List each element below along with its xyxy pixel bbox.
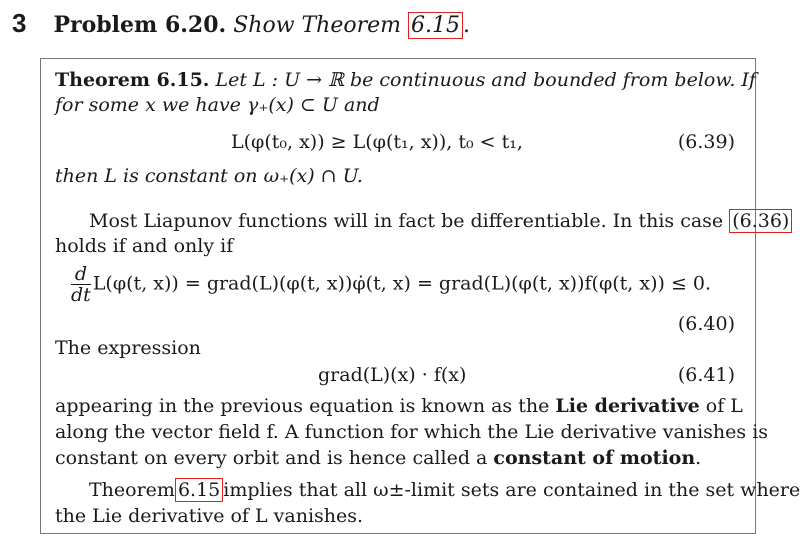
problem-header [12,8,470,39]
paragraph-3-text-c: constant on every orbit and is hence called a [55,447,488,469]
equation-link-6-36[interactable]: (6.36) [729,209,792,233]
paragraph-3-line-2: along the vector field f. A function for which the Lie derivative vanishes is [55,421,769,443]
paragraph-4-line-1 [89,479,800,501]
lie-derivative-term: Lie derivative [555,395,700,417]
theorem-box [40,58,800,534]
derivative-fraction [71,264,91,305]
equation-6-40-text: L(φ(t, x)) = grad(L)(φ(t, x))φ̇(t, x) = grad(L)(φ(t, x))f(φ(t, x)) ≤ 0. [92,272,712,295]
fraction-denominator: dt [71,284,91,306]
theorem-text-1: Let L : U → ℝ be continuous and bounded from below. If [215,69,756,91]
paragraph-1-line-2: holds if and only if [55,235,234,257]
constant-of-motion-term: constant of motion [493,447,696,469]
equation-6-40 [71,264,711,305]
paragraph-3-line-1 [55,395,743,417]
theorem-label: Theorem 6.15. [55,69,210,91]
paragraph-3-text-b: of L [705,395,743,417]
equation-number-6-40: (6.40) [677,313,735,335]
problem-text: Show Theorem [233,13,402,38]
section-number: 3 [12,8,27,38]
equation-number-6-39: (6.39) [677,131,735,153]
paragraph-4-text-b: implies that all ω±-limit sets are contained in the set where [223,479,800,501]
paragraph-4-text-a: Theorem [89,479,175,501]
paragraph-1-line-1 [89,210,792,232]
theorem-line-2: for some x we have γ₊(x) ⊂ U and [55,94,380,116]
fraction-numerator: d [71,264,91,285]
problem-label: Problem 6.20. [53,12,227,38]
problem-period: . [463,13,471,38]
equation-number-6-41: (6.41) [677,364,735,386]
equation-6-41: grad(L)(x) · f(x) [318,364,467,386]
theorem-line-3: then L is constant on ω₊(x) ∩ U. [55,165,363,187]
paragraph-1-text: Most Liapunov functions will in fact be differentiable. In this case [89,210,724,232]
theorem-line-1 [55,69,756,91]
paragraph-2-line-1: The expression [55,337,201,359]
theorem-link-6-15[interactable]: 6.15 [175,478,223,502]
paragraph-4-line-2: the Lie derivative of L vanishes. [55,505,364,527]
equation-6-39: L(φ(t₀, x)) ≥ L(φ(t₁, x)), t₀ < t₁, [231,131,523,153]
paragraph-3-line-3 [55,447,701,469]
problem-theorem-link[interactable]: 6.15 [408,12,463,39]
paragraph-3-period: . [695,447,702,469]
paragraph-3-text-a: appearing in the previous equation is known as the [55,395,550,417]
